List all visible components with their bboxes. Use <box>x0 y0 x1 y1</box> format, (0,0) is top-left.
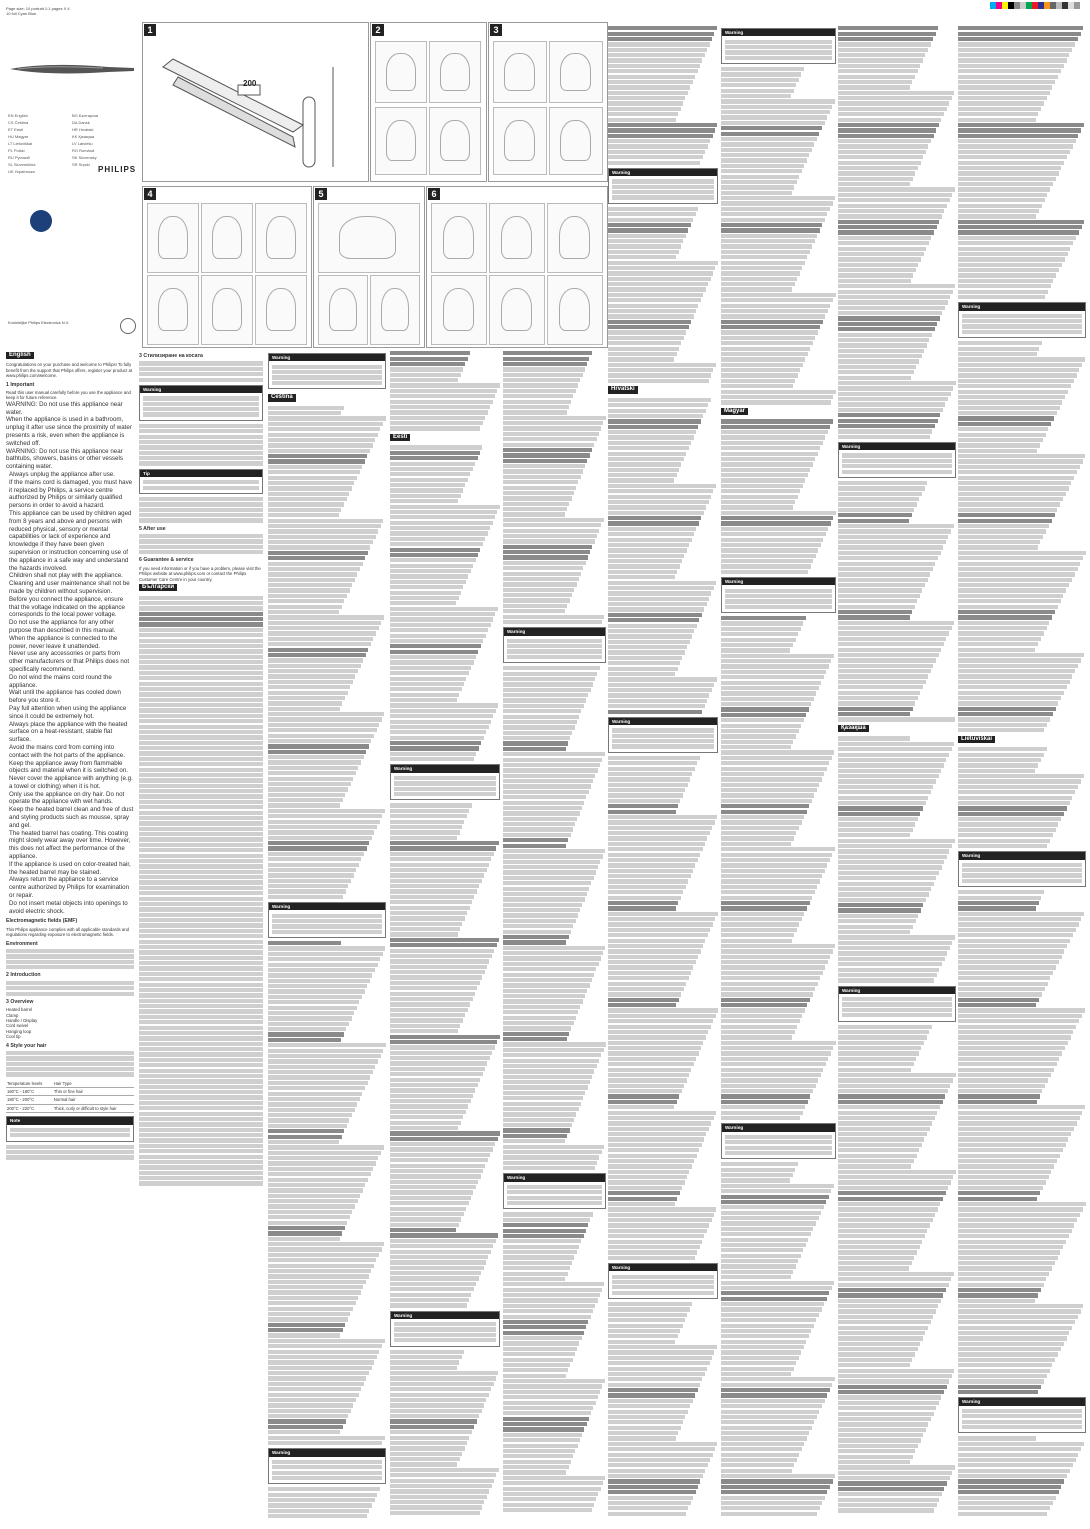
language-item: HU Magyar <box>8 134 29 139</box>
warning-box-title: Warning <box>140 386 262 393</box>
language-item: SK Slovensky <box>72 155 97 160</box>
figure-number: 5 <box>315 188 327 200</box>
warning-box-title: Warning <box>609 718 717 725</box>
step-sketch <box>549 107 603 175</box>
safety-item: If the mains cord is damaged, you must have it replaced by Philips, a service centre authorized by Philips or similarly qualified persons in order to avoid a hazard. <box>9 478 133 510</box>
warning-bathroom: When the appliance is used in a bathroom, unplug it after use since the proximity of water presents a risk, even when the appliance is switched off. <box>6 416 132 447</box>
warning-box <box>721 1123 836 1159</box>
figure-number: 2 <box>372 24 384 36</box>
figure-5 <box>313 186 425 348</box>
safety-item: Never cover the appliance with anything (e.g. a towel or clothing) when it is hot. <box>9 775 133 790</box>
header-line-1: Page size: 10 portrait 1:1 pages X 4 <box>6 6 70 11</box>
warning-box <box>958 1397 1086 1433</box>
warning-box <box>390 764 500 800</box>
figure-number: 1 <box>144 24 156 36</box>
heading-environment: Environment <box>6 940 38 947</box>
safety-item: Wait until the appliance has cooled down before you store it. <box>9 689 121 705</box>
language-item: EN English <box>8 113 28 118</box>
overview-item: Cool tip <box>6 1034 21 1040</box>
figure-2 <box>370 22 487 182</box>
warning-box <box>958 851 1086 887</box>
step-sketch <box>493 107 547 175</box>
overview-item: Clamp <box>6 1012 19 1018</box>
language-item: HR Hrvatski <box>72 127 94 132</box>
language-item: RO Română <box>72 148 95 153</box>
safety-item: This appliance can be used by children aged from 8 years and above and persons with reduced physical, sensory or mental capabilities or lack of experience and knowledge if they have been given supervision or instruction concerning use of the appliance in a safe way and understand the hazards involved. <box>9 510 132 572</box>
overview-list <box>6 1007 134 1039</box>
brand-logo: PHILIPS <box>98 165 137 174</box>
text-column <box>268 350 386 1525</box>
text-column <box>958 25 1086 1525</box>
safety-item: Before you connect the appliance, ensure that the voltage indicated on the appliance corresponds to the local power voltage. <box>9 595 125 619</box>
safety-item: If the appliance is used on color-treated hair, the heated barrel may be stained. <box>9 860 131 876</box>
table-cell: Thin or fine hair <box>53 1088 134 1096</box>
warning-box-title: Warning <box>269 903 385 910</box>
warning-box-title: Warning <box>504 1174 605 1181</box>
print-color-bar <box>990 2 1080 9</box>
overview-item: Hanging loop <box>6 1028 32 1034</box>
warning-box <box>503 627 606 663</box>
warning-box <box>268 902 386 938</box>
temperature-display: 200 <box>243 79 257 88</box>
warning-box-title: Warning <box>959 852 1085 859</box>
heading-important: 1 Important <box>6 381 35 388</box>
step-sketch <box>255 275 307 345</box>
warning-box-title: Warning <box>839 443 955 450</box>
appliance-overview-diagram <box>153 37 358 177</box>
text-column <box>390 350 500 1525</box>
warning-box-title: Warning <box>722 578 835 585</box>
curling-iron-illustration <box>8 60 138 78</box>
safety-item: Always unplug the appliance after use. <box>9 471 115 479</box>
warning-box <box>390 1311 500 1347</box>
warning-box <box>608 1263 718 1299</box>
warning-box <box>268 1448 386 1484</box>
language-item: LT Lietuviškai <box>8 141 33 146</box>
section-title: Magyar <box>721 408 748 415</box>
figure-number: 4 <box>144 188 156 200</box>
language-item: SR Srpski <box>72 162 90 167</box>
overview-item: Handle / Display <box>6 1017 38 1023</box>
warning-box-title: Warning <box>391 1312 499 1319</box>
warning-box-title: Warning <box>269 1449 385 1456</box>
tip-box <box>139 469 263 494</box>
step-sketch <box>375 41 427 103</box>
safety-item: Avoid the mains cord from coming into contact with the hot parts of the appliance. <box>9 743 125 759</box>
safety-item: Always return the appliance to a service centre authorized by Philips for examination or repair. <box>9 876 130 900</box>
safety-item: Pay full attention when using the appliance since it could be extremely hot. <box>9 704 127 720</box>
warning-box-title: Warning <box>504 628 605 635</box>
step-sketch <box>147 275 199 345</box>
language-item: SL Slovenščina <box>8 162 36 167</box>
warning-box-title: Warning <box>959 303 1085 310</box>
step-sketch <box>489 275 545 345</box>
step-sketch <box>375 107 427 175</box>
safety-item: The heated barrel has coating. This coating might slowly wear away over time. However, this does not affect the performance of the appliance. <box>9 829 131 861</box>
intro-text: Congratulations on your purchase and welcome to Philips! To fully benefit from the support that Philips offers, register your product at www.philips.com/welcome. <box>6 362 133 379</box>
warning-box <box>608 168 718 204</box>
table-cell: Normal hair <box>53 1096 134 1104</box>
print-header <box>6 6 70 16</box>
recycle-icon <box>120 318 136 334</box>
table-cell: 200°C - 220°C <box>6 1104 53 1112</box>
table-cell: 180°C - 200°C <box>6 1096 53 1104</box>
warning-water: WARNING: Do not use this appliance near water. <box>6 400 123 416</box>
text-column <box>838 25 956 1525</box>
english-column <box>6 350 134 1525</box>
language-item: LV Latviešu <box>72 141 93 146</box>
safety-item: Do not use the appliance for any other purpose than described in this manual. <box>9 619 116 634</box>
safety-item: Only use the appliance on dry hair. Do not operate the appliance with wet hands. <box>9 790 125 806</box>
header-line-2: 10 full Cyan Blue <box>6 11 37 16</box>
warning-box <box>838 442 956 478</box>
warning-box-title: Warning <box>722 29 835 36</box>
safety-item: Never use any accessories or parts from other manufacturers or that Philips does not specifically recommend. <box>9 650 130 673</box>
company-address: Koninklijke Philips Electronics N.V. <box>8 320 70 325</box>
text-column <box>608 25 718 1525</box>
table-header: Hair Type <box>53 1080 134 1088</box>
language-item: CS Čeština <box>8 120 29 125</box>
heading-after-use-bg: 5 After use <box>139 525 166 532</box>
heading-guarantee: 6 Guarantee & service <box>139 557 194 564</box>
language-item: BG Български <box>72 113 99 118</box>
step-sketch <box>489 203 545 273</box>
safety-item: When the appliance is connected to the power, never leave it unattended. <box>9 634 118 650</box>
section-title: Eesti <box>390 434 410 441</box>
step-sketch <box>201 275 253 345</box>
guarantee-text: If you need information or if you have a problem, please visit the Philips website at www.philips.com or contact the Philips Customer Care Centre in your country. <box>139 565 261 582</box>
temperature-table <box>6 1080 134 1114</box>
safety-item: Children shall not play with the appliance. <box>9 572 123 580</box>
safety-list <box>6 471 134 915</box>
step-sketch <box>547 203 603 273</box>
heading-style-hair-bg: 3 Стилизиране на косата <box>139 353 203 359</box>
text-column <box>721 25 836 1525</box>
figure-3 <box>488 22 608 182</box>
warning-box <box>721 28 836 64</box>
philips-shield-logo <box>30 210 52 232</box>
step-sketch <box>549 41 603 103</box>
warning-box-title: Warning <box>609 169 717 176</box>
figure-6 <box>426 186 608 348</box>
step-sketch <box>493 41 547 103</box>
safety-item: Cleaning and user maintenance shall not be made by children without supervision. <box>9 580 130 595</box>
table-cell: 160°C - 180°C <box>6 1088 53 1096</box>
text-column <box>503 350 606 1525</box>
figure-1 <box>142 22 369 182</box>
step-sketch <box>255 203 307 273</box>
note-box <box>6 1116 134 1141</box>
warning-box <box>721 577 836 613</box>
step-sketch <box>431 203 487 273</box>
heading-emf: Electromagnetic fields (EMF) <box>6 918 78 925</box>
step-sketch <box>431 275 487 345</box>
emf-text: This Philips appliance complies with all applicable standards and regulations regarding exposure to electromagnetic fields. <box>6 926 130 938</box>
warning-box-title: Warning <box>722 1124 835 1131</box>
step-sketch <box>547 275 603 345</box>
table-header: Temperature levels <box>6 1080 53 1088</box>
safety-item: Keep the appliance away from flammable objects and material when it is switched on. <box>9 759 128 775</box>
important-text: Read this user manual carefully before you use the appliance and keep it for future reference. <box>6 390 131 401</box>
language-item: ET Eesti <box>8 127 24 132</box>
section-title: Қазақша <box>838 725 869 732</box>
warning-box-title: Warning <box>269 354 385 361</box>
safety-item: Do not insert metal objects into openings to avoid electric shock. <box>9 899 128 915</box>
overview-item: Cord swivel <box>6 1023 29 1029</box>
safety-item: Always place the appliance with the heated surface on a heat-resistant, stable flat surface. <box>9 720 128 744</box>
step-sketch <box>429 41 481 103</box>
language-item: DA Dansk <box>72 120 90 125</box>
bulgarian-column <box>139 350 263 1525</box>
section-title: Lietuviškai <box>958 736 995 743</box>
step-sketch <box>147 203 199 273</box>
warning-box-title: Warning <box>839 987 955 994</box>
table-cell: Thick, curly or difficult to style hair <box>53 1104 134 1112</box>
language-item: RU Русский <box>8 155 30 160</box>
step-sketch <box>201 203 253 273</box>
warning-box-title: Warning <box>609 1264 717 1271</box>
section-title-english: English <box>6 352 34 359</box>
language-item: KK Қазақша <box>72 134 95 139</box>
step-sketch <box>370 275 420 345</box>
section-title-bulgarian: Български <box>139 584 177 591</box>
section-title: Čeština <box>268 394 296 401</box>
warning-box <box>958 302 1086 338</box>
warning-box <box>268 353 386 389</box>
language-item: UK Українська <box>8 169 35 174</box>
safety-item: Keep the heated barrel clean and free of dust and styling products such as mousse, spray and gel. <box>9 806 134 829</box>
overview-item: Heated barrel <box>6 1007 33 1013</box>
warning-box-title: Warning <box>959 1398 1085 1405</box>
figure-number: 6 <box>428 188 440 200</box>
warning-box-title: Warning <box>391 765 499 772</box>
heading-style-hair: 4 Style your hair <box>6 1042 47 1049</box>
tip-box-title: Tip <box>140 470 262 477</box>
warning-box <box>838 986 956 1022</box>
step-sketch <box>429 107 481 175</box>
figure-number: 3 <box>490 24 502 36</box>
figure-4 <box>142 186 312 348</box>
warning-box <box>608 717 718 753</box>
safety-item: Do not wind the mains cord round the appliance. <box>9 673 112 689</box>
warning-box <box>503 1173 606 1209</box>
warning-vessels: WARNING: Do not use this appliance near bathtubs, showers, basins or other vessels containing water. <box>6 447 123 471</box>
section-title: Hrvatski <box>608 386 638 393</box>
heading-introduction: 2 Introduction <box>6 972 41 979</box>
warning-box <box>139 385 263 421</box>
step-sketch <box>318 275 368 345</box>
note-box-title: Note <box>7 1117 133 1124</box>
heading-overview: 3 Overview <box>6 998 34 1005</box>
language-item: PL Polski <box>8 148 25 153</box>
step-sketch <box>318 203 420 273</box>
